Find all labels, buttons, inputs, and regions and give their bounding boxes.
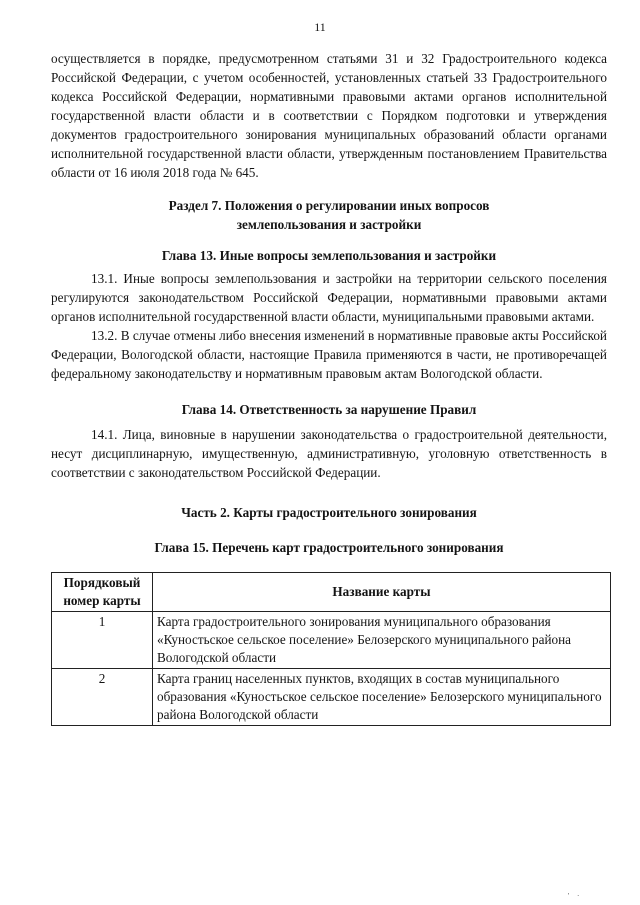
intro-paragraph: осуществляется в порядке, предусмотренном статьями 31 и 32 Градостроительного кодекса Российской Федерации, с учетом особенностей, установленных статьей 33 Градостроительного кодекса Российской Федерации, нормативными правовыми актами органов исполнительной государственной власти области и в соответствии с Порядком подготовки и утверждения документов градостроительного зонирования муниципальных образований области органами исполнительной государственной власти области, утвержденным постановлением Правительства области от 16 июля 2018 года № 645. [51,51,607,180]
header-map-number: Порядковый номер карты [52,573,153,612]
chapter-15-title: Глава 15. Перечень карт градостроительного зонирования [154,540,504,555]
map-number-cell: 2 [52,669,153,726]
part-2-title: Часть 2. Карты градостроительного зонирования [181,505,477,520]
header-map-name: Название карты [153,573,611,612]
chapter-13-title: Глава 13. Иные вопросы землепользования и застройки [161,248,497,263]
page-number: 11 [314,20,326,34]
document-body [51,49,607,726]
table-row [52,612,611,669]
paragraph-13-1: 13.1. Иные вопросы землепользования и застройки на территории сельского поселения регулируются законодательством Российской Федерации, нормативными правовыми актами органов исполнительной государственной власти области, муниципальными правовыми актами. [51,271,607,324]
map-number-cell: 1 [52,612,153,669]
chapter-14-title: Глава 14. Ответственность за нарушение Правил [181,402,477,417]
maps-table [51,572,611,726]
map-name-cell: Карта градостроительного зонирования муниципального образования «Куностьское сельское поселение» Белозерского муниципального района Вологодской области [153,612,611,669]
paragraph-14-1: 14.1. Лица, виновные в нарушении законодательства о градостроительной деятельности, несут дисциплинарную, имущественную, административную, уголовную ответственность в соответствии с законодательством Российской Федерации. [51,427,607,480]
table-row [52,669,611,726]
section-7-title: Раздел 7. Положения о регулировании иных вопросов землепользования и застройки [168,198,490,232]
scan-mark: ' · [568,892,583,900]
map-name-cell: Карта границ населенных пунктов, входящих в состав муниципального образования «Куностьское сельское поселение» Белозерского муниципального района Вологодской области [153,669,611,726]
paragraph-13-2: 13.2. В случае отмены либо внесения изменений в нормативные правовые акты Российской Федерации, Вологодской области, настоящие Правила применяются в части, не противоречащей федеральному законодательству и нормативным правовым актам Вологодской области. [51,328,607,381]
table-header-row [52,573,611,612]
